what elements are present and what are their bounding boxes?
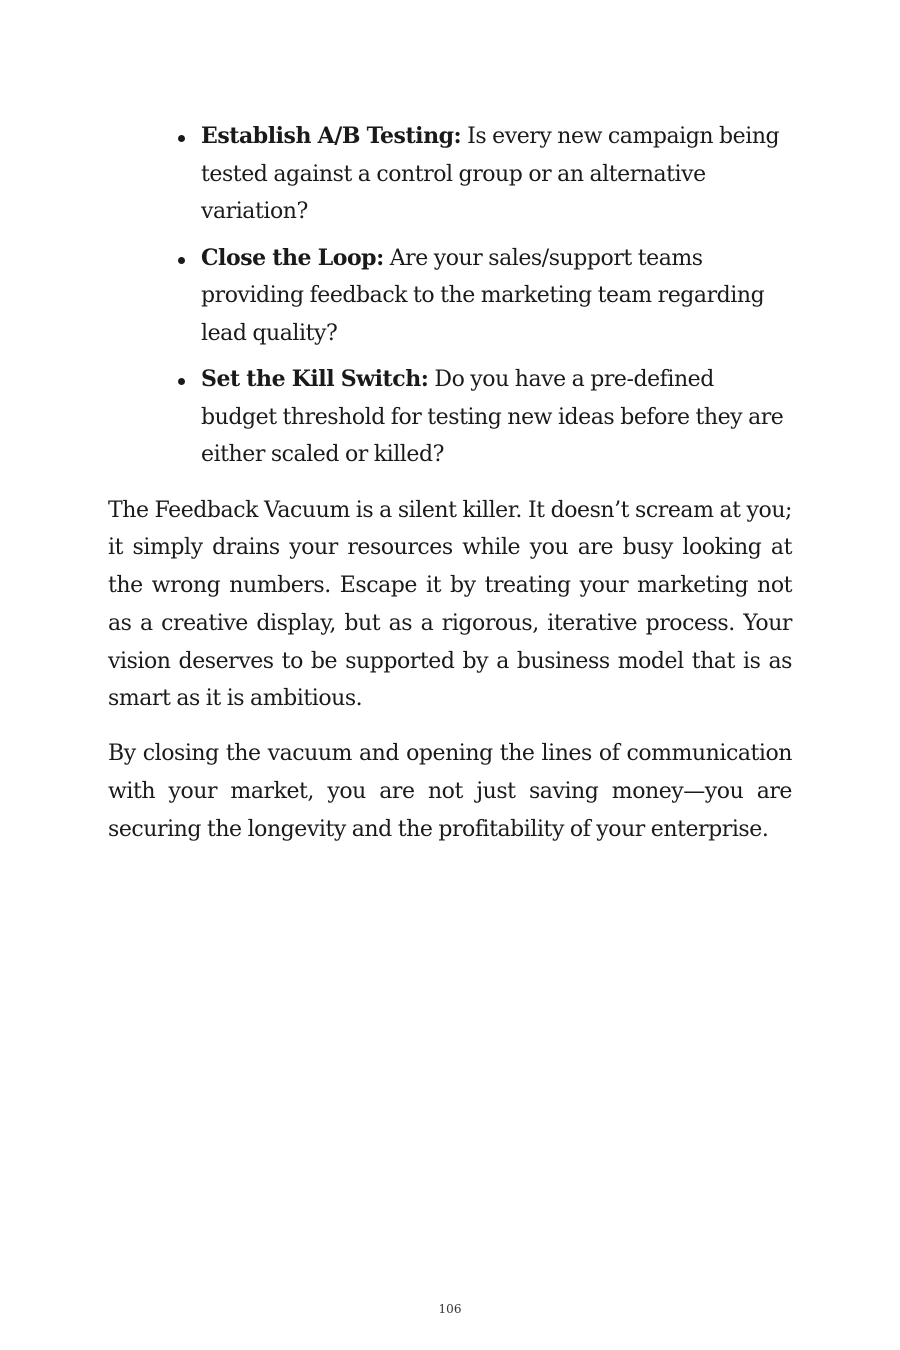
page-content bbox=[108, 118, 792, 866]
list-item bbox=[108, 118, 792, 231]
list-item bbox=[108, 240, 792, 353]
body-paragraph: The Feedback Vacuum is a silent killer. It doesn’t scream at you; it simply drains your resources while you are busy looking at the wrong numbers. Escape it by treating your marketing not as a creative display, but as a rigorous, iterative process. Your vision deserves to be supported by a business model that is as smart as it is ambitious. bbox=[108, 497, 792, 712]
bullet-text: Do you have a pre-defined budget threshold for testing new ideas before they are either scaled or killed? bbox=[201, 367, 784, 467]
bullet-icon bbox=[178, 257, 185, 264]
bullet-label: Set the Kill Switch: bbox=[201, 366, 429, 392]
bullet-label: Establish A/B Testing: bbox=[201, 123, 462, 149]
list-item bbox=[108, 361, 792, 474]
checklist bbox=[108, 118, 792, 474]
bullet-text: Are your sales/support teams providing feedback to the marketing team regarding lead quality? bbox=[201, 245, 765, 346]
body-paragraph: By closing the vacuum and opening the lines of communication with your market, you are not just saving money—you are securing the longevity and the profitability of your enterprise. bbox=[108, 741, 792, 842]
bullet-icon bbox=[178, 378, 185, 385]
page-number: 106 bbox=[438, 1302, 462, 1316]
bullet-text: Is every new campaign being tested against a control group or an alternative variation? bbox=[201, 124, 780, 224]
bullet-icon bbox=[178, 135, 185, 142]
bullet-label: Close the Loop: bbox=[201, 244, 384, 271]
